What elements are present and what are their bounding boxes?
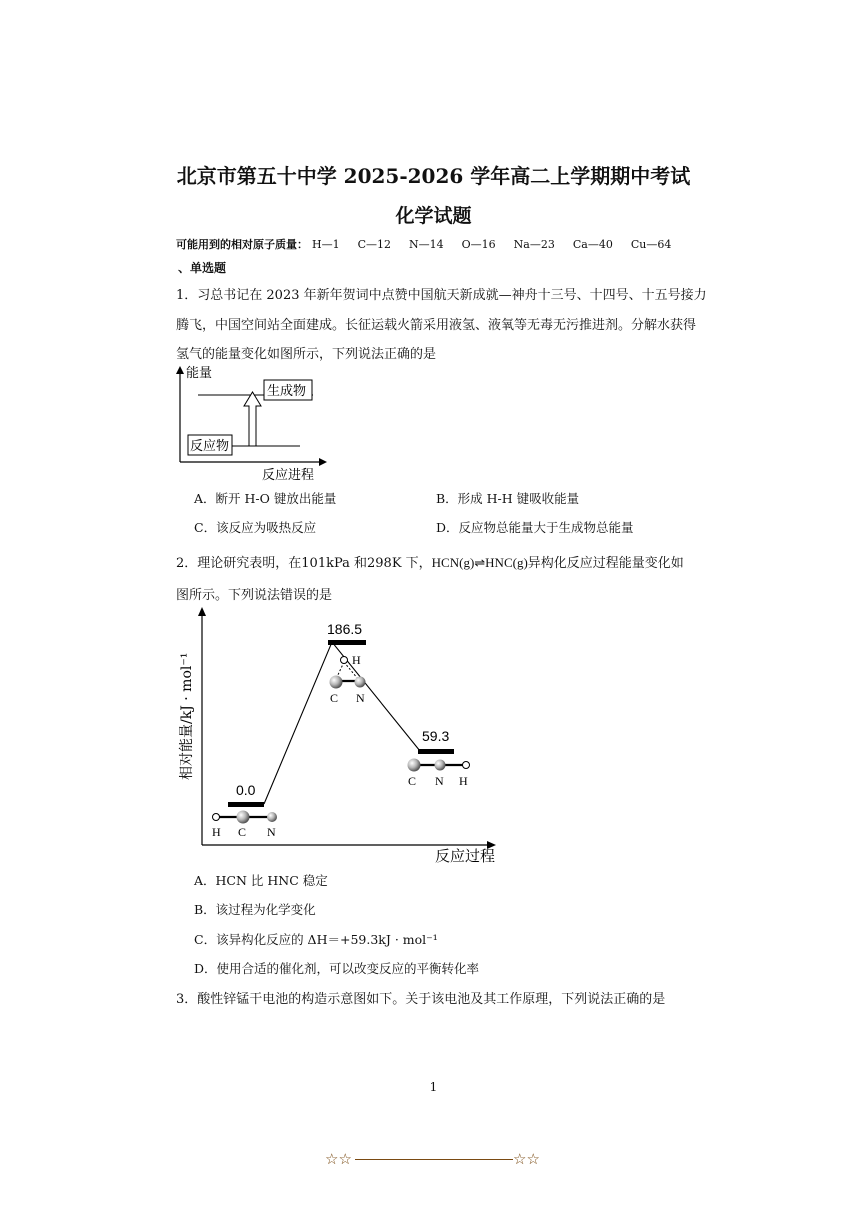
- atom-label: H: [352, 653, 361, 667]
- q2-text-post: 异构化反应过程能量变化如: [527, 556, 684, 571]
- section-heading: 、单选题: [178, 261, 227, 275]
- level-value-reactant: 0.0: [236, 782, 256, 798]
- q3-text-line: 3．酸性锌锰干电池的构造示意图如下。关于该电池及其工作原理，下列说法正确的是: [176, 992, 666, 1007]
- level-value-product: 59.3: [422, 728, 450, 744]
- molecule-hnc: [408, 759, 470, 789]
- atom-label: C: [408, 774, 417, 788]
- q1-text-line: 腾飞，中国空间站全面建成。长征运载火箭采用液氢、液氧等无毒无污推进剂。分解水获得: [176, 318, 697, 333]
- atomic-mass-item: Ca—40: [572, 238, 613, 251]
- footer-decoration: [325, 1150, 545, 1168]
- atomic-mass-item: H—1: [312, 238, 340, 251]
- page-subtitle: 化学试题: [395, 205, 472, 227]
- atom-label: N: [267, 825, 276, 839]
- y-axis-arrow-icon: [198, 607, 206, 616]
- reactant-label: 反应物: [190, 439, 230, 454]
- atom-n-icon: [435, 760, 446, 771]
- level-bar-transition: [328, 640, 366, 645]
- atom-label: N: [435, 774, 444, 788]
- q1-text-line: 氢气的能量变化如图所示，下列说法正确的是: [176, 347, 437, 362]
- q2-option-c: C．该异构化反应的 ΔH＝+59.3kJ · mol⁻¹: [194, 932, 438, 947]
- atom-n-icon: [267, 812, 277, 822]
- atomic-masses: [176, 236, 671, 252]
- atomic-mass-item: N—14: [409, 238, 444, 251]
- footer-stars-right: ☆☆: [513, 1150, 540, 1168]
- q2-equation: HCN(g)⇌HNC(g): [431, 555, 528, 570]
- page-title: 北京市第五十中学 2025-2026 学年高二上学期期中考试: [176, 164, 691, 188]
- q2-option-d: D．使用合适的催化剂，可以改变反应的平衡转化率: [194, 961, 480, 976]
- x-axis-label: 反应过程: [435, 847, 496, 865]
- atom-label: C: [330, 691, 339, 705]
- atom-c-icon: [408, 759, 421, 772]
- level-bar-product: [418, 749, 454, 754]
- q2-option-b: B．该过程为化学变化: [194, 902, 316, 917]
- q2-text-line: [176, 552, 684, 571]
- footer-line: [355, 1159, 513, 1160]
- atomic-mass-item: O—16: [461, 238, 496, 251]
- atom-label: C: [238, 825, 247, 839]
- atom-label: H: [212, 825, 221, 839]
- atom-label: H: [459, 774, 468, 788]
- atom-c-icon: [330, 676, 343, 689]
- atom-h-icon: [213, 814, 220, 821]
- level-value-transition: 186.5: [327, 621, 363, 637]
- q2-energy-diagram: [170, 605, 510, 867]
- atomic-mass-item: Cu—64: [630, 238, 672, 251]
- atomic-mass-item: Na—23: [513, 238, 555, 251]
- q1-option-c: C．该反应为吸热反应: [194, 520, 317, 535]
- q1-option-d: D．反应物总能量大于生成物总能量: [436, 520, 634, 535]
- atom-label: N: [356, 691, 365, 705]
- product-label: 生成物: [267, 384, 307, 399]
- x-axis-arrow-icon: [319, 458, 327, 466]
- atomic-mass-item: C—12: [357, 238, 392, 251]
- molecule-transition-state: [330, 653, 366, 705]
- y-axis-label: 相对能量/kJ · mol⁻¹: [179, 652, 195, 780]
- atom-c-icon: [237, 811, 250, 824]
- molecule-hcn: [212, 811, 277, 840]
- atom-h-icon: [341, 657, 348, 664]
- q1-text-line: 1．习总书记在 2023 年新年贺词中点赞中国航天新成就—神舟十三号、十四号、十五号接力: [176, 288, 707, 303]
- y-axis-arrow-icon: [176, 366, 184, 374]
- atom-n-icon: [355, 677, 366, 688]
- level-bar-reactant: [228, 802, 264, 807]
- page-number: 1: [429, 1080, 438, 1094]
- y-axis-label: 能量: [186, 366, 213, 381]
- q2-text-line: 图所示。下列说法错误的是: [176, 588, 333, 603]
- q1-energy-diagram: [170, 362, 330, 484]
- q1-option-b: B．形成 H-H 键吸收能量: [436, 491, 580, 506]
- energy-up-arrow-icon: [244, 392, 261, 446]
- q2-option-a: A．HCN 比 HNC 稳定: [194, 873, 328, 888]
- x-axis-label: 反应进程: [262, 468, 315, 483]
- q2-text-pre: 2．理论研究表明，在101kPa 和298K 下，: [176, 556, 432, 571]
- atom-h-icon: [463, 762, 470, 769]
- q1-option-a: A．断开 H-O 键放出能量: [194, 491, 337, 506]
- atomic-masses-label: 可能用到的相对原子质量：: [176, 238, 308, 251]
- footer-stars-left: ☆☆: [325, 1150, 352, 1168]
